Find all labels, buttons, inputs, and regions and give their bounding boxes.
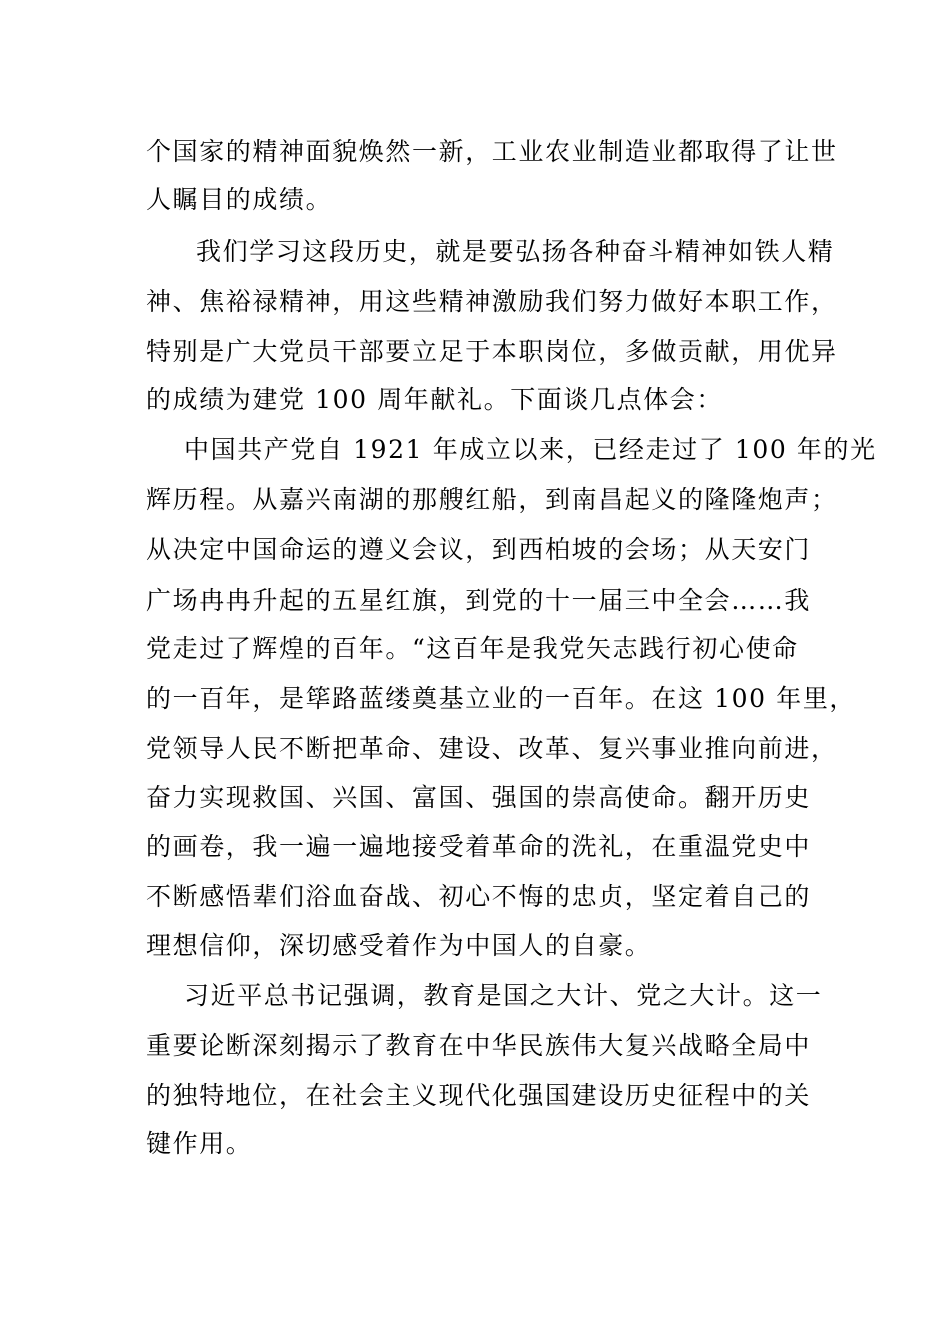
paragraph-3-line-8: 奋力实现救国、兴国、富国、强国的崇高使命。翻开历史	[146, 783, 812, 812]
paragraph-2-line-1: 我们学习这段历史，就是要弘扬各种奋斗精神如铁人精	[196, 237, 835, 266]
paragraph-2-line-4: 的成绩为建党 100 周年献礼。下面谈几点体会：	[146, 385, 724, 414]
paragraph-3-line-3: 从决定中国命运的遵义会议，到西柏坡的会场；从天安门	[146, 535, 812, 564]
paragraph-3-line-11: 理想信仰，深切感受着作为中国人的自豪。	[146, 931, 652, 960]
paragraph-3-line-9: 的画卷，我一遍一遍地接受着革命的洗礼，在重温党史中	[146, 832, 812, 861]
paragraph-3-line-7: 党领导人民不断把革命、建设、改革、复兴事业推向前进，	[146, 734, 838, 763]
paragraph-3-line-10: 不断感悟辈们浴血奋战、初心不悔的忠贞，坚定着自己的	[146, 882, 812, 911]
paragraph-3-line-1: 中国共产党自 1921 年成立以来，已经走过了 100 年的光	[184, 435, 877, 464]
paragraph-2-line-3: 特别是广大党员干部要立足于本职岗位，多做贡献，用优异	[146, 337, 838, 366]
paragraph-3-line-4: 广场冉冉升起的五星红旗，到党的十一届三中全会……我	[146, 586, 812, 615]
paragraph-1-line-2: 人瞩目的成绩。	[146, 185, 333, 214]
paragraph-4-line-2: 重要论断深刻揭示了教育在中华民族伟大复兴战略全局中	[146, 1031, 812, 1060]
paragraph-4-line-3: 的独特地位，在社会主义现代化强国建设历史征程中的关	[146, 1081, 812, 1110]
paragraph-3-line-5: 党走过了辉煌的百年。“这百年是我党矢志践行初心使命	[146, 634, 799, 663]
paragraph-1-line-1: 个国家的精神面貌焕然一新，工业农业制造业都取得了让世	[146, 137, 838, 166]
paragraph-4-line-1: 习近平总书记强调，教育是国之大计、党之大计。这一	[184, 981, 823, 1010]
paragraph-2-line-2: 神、焦裕禄精神，用这些精神激励我们努力做好本职工作，	[146, 287, 838, 316]
paragraph-3-line-6: 的一百年，是筚路蓝缕奠基立业的一百年。在这 100 年里，	[146, 684, 857, 713]
paragraph-4-line-4: 键作用。	[146, 1129, 253, 1158]
paragraph-3-line-2: 辉历程。从嘉兴南湖的那艘红船，到南昌起义的隆隆炮声；	[146, 485, 838, 514]
